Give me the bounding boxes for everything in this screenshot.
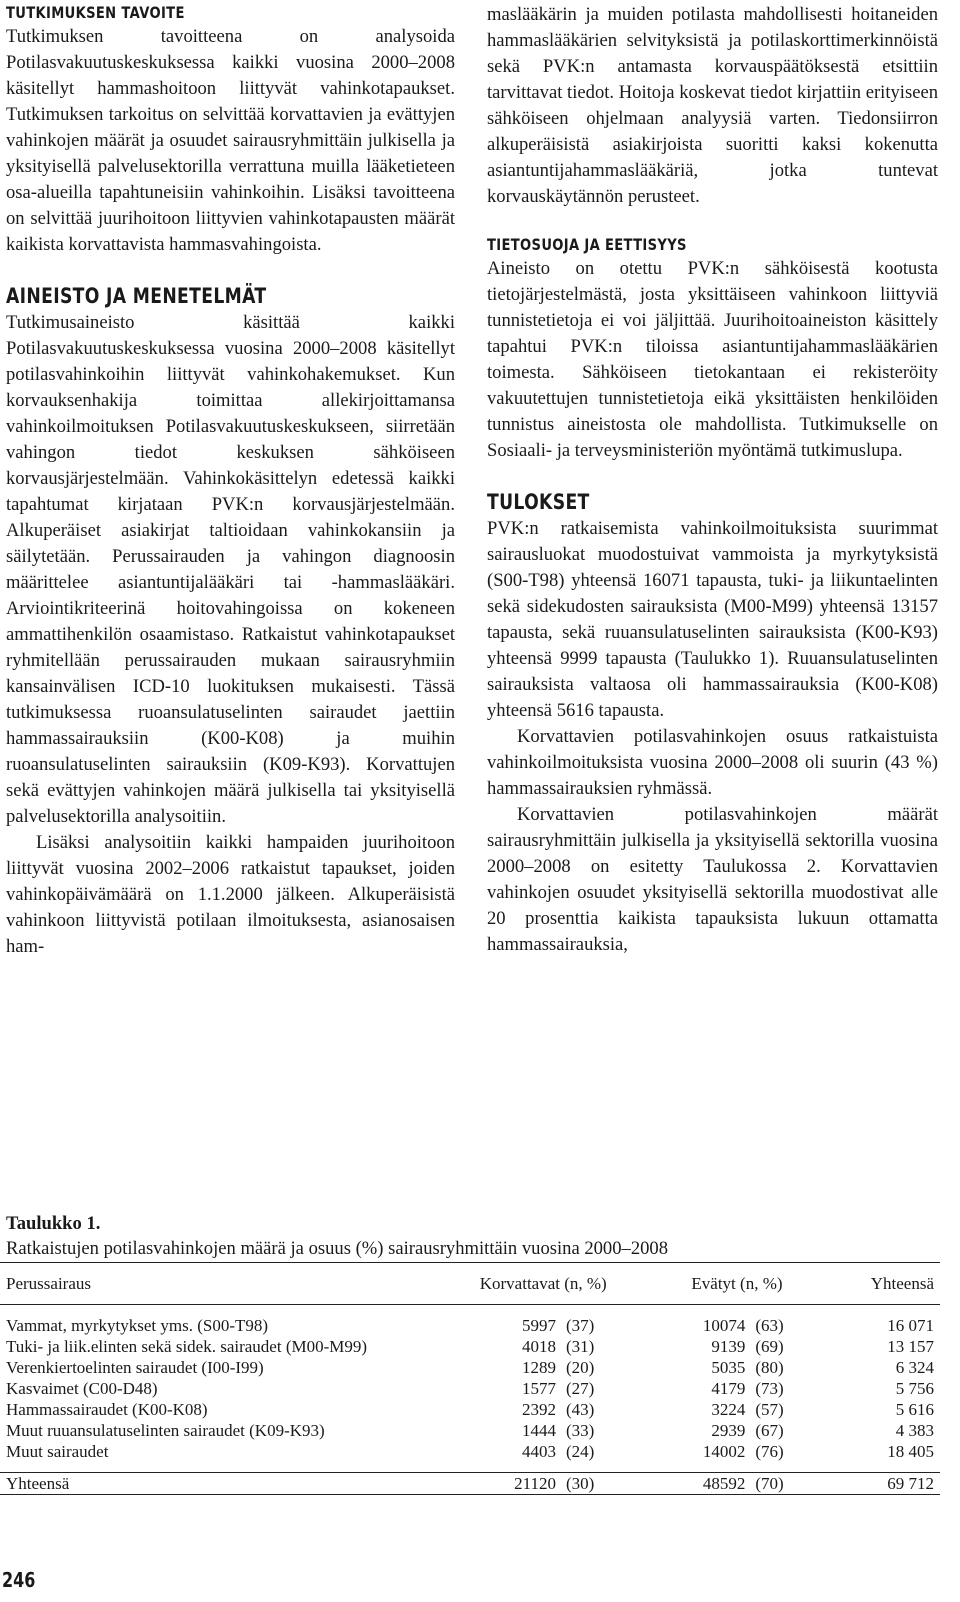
row-name: Muut ruuansulatuselinten sairaudet (K09-K93) [6, 1421, 325, 1440]
korvattavat-n: 1444 [521, 1421, 556, 1440]
evatyt-n: 2939 [711, 1421, 746, 1440]
table-row [0, 1399, 940, 1420]
table-section [0, 1212, 940, 1495]
total-korvattavat-n: 21120 [432, 1473, 562, 1495]
total-evatyt-pct: (70) [751, 1473, 819, 1495]
row-total: 4 383 [895, 1421, 934, 1440]
korvattavat-n: 2392 [521, 1400, 556, 1419]
row-total: 5 756 [895, 1379, 934, 1398]
paragraph-continuation: maslääkärin ja muiden potilasta mahdollisesti hoitaneiden hammaslääkärien selvityksistä ja potilaskorttimerkinnöistä sekä PVK:n antamasta korvauspäätöksestä etsittiin tarvittavat tiedot. Hoitoja koskevat tiedot kirjattiin erityiseen sähköiseen ohjelmaan analyysiä varten. Tiedonsiirron alkuperäisistä asiakirjoista suoritti kaksi kokenutta asiantuntijahammaslääkäriä, jotka tuntevat korvauskäytännön perusteet. [487, 4, 938, 207]
korvattavat-pct: (33) [565, 1421, 595, 1440]
row-total: 16 071 [887, 1316, 934, 1335]
paragraph-tulokset-3: Korvattavien potilasvahinkojen määrät sairausryhmittäin julkisella ja yksityisellä sektorilla vuosina 2000–2008 on esitetty Taulukossa 2. Korvattavien vahinkojen osuudet yksityisellä sektorilla muodostivat alle 20 prosenttia kaikista tapauksista lukuun ottamatta hammassairauksia, [487, 804, 938, 955]
paragraph-tavoite: Tutkimuksen tavoitteena on analysoida Potilasvakuutuskeskuksessa kaikki vuosina 2000–2008 käsitellyt hammashoitoon liittyvät vahinkotapaukset. Tutkimuksen tarkoitus on selvittää korvattavien ja evättyjen vahinkojen määrät ja osuudet sairausryhmittäin julkisella ja yksityisellä palvelusektorilla verrattuna muilla lääketieteen osa-alueilla tapahtuneisiin vahinkoihin. Lisäksi tavoitteena on selvittää juurihoitoon liittyvien vahinkotapausten määrät kaikista korvattavista hammasvahingoista. [6, 26, 455, 255]
korvattavat-pct: (37) [565, 1316, 595, 1335]
evatyt-pct: (80) [755, 1358, 784, 1377]
table-total-row [0, 1473, 940, 1495]
evatyt-pct: (57) [755, 1400, 784, 1419]
korvattavat-n: 4403 [521, 1442, 556, 1461]
table-body [0, 1305, 940, 1473]
korvattavat-n: 5997 [521, 1316, 556, 1335]
header-korvattavat: Korvattavat (n, %) [432, 1263, 654, 1305]
row-name: Verenkiertoelinten sairaudet (I00-I99) [6, 1358, 264, 1377]
right-column [487, 2, 938, 958]
row-name: Kasvaimet (C00-D48) [6, 1379, 158, 1398]
page-number: 246 [2, 1568, 36, 1592]
row-name: Tuki- ja liik.elinten sekä sidek. sairaudet (M00-M99) [6, 1337, 368, 1356]
total-korvattavat-pct: (30) [562, 1473, 654, 1495]
table-row [0, 1378, 940, 1399]
row-total: 18 405 [887, 1442, 934, 1461]
row-name: Vammat, myrkytykset yms. (S00-T98) [6, 1316, 269, 1335]
evatyt-pct: (69) [755, 1337, 784, 1356]
paragraph-tietosuoja: Aineisto on otettu PVK:n sähköisestä kootusta tietojärjestelmästä, josta yksittäiseen vahinkoon liittyviä tunnistetietoja ei voi jäljittää. Juurihoitoaineiston käsittely tapahtui PVK:n tiloissa asiantuntijahammaslääkärien toimesta. Sähköiseen tietokantaan ei rekisteröity vakuutettujen tunnistetietoja eikä yksittäisten henkilöiden tunnistus aineistosta ole mahdollista. Tutkimukselle on Sosiaali- ja terveysministeriön myöntämä tutkimuslupa. [487, 258, 938, 461]
heading-tulokset: TULOKSET [487, 490, 590, 514]
row-total: 6 324 [895, 1358, 934, 1377]
table-row [0, 1336, 940, 1357]
table-row [0, 1420, 940, 1441]
table-row [0, 1441, 940, 1473]
header-evatyt: Evätyt (n, %) [654, 1263, 819, 1305]
table-header-row [0, 1263, 940, 1305]
row-name: Muut sairaudet [6, 1442, 109, 1461]
evatyt-n: 14002 [702, 1442, 746, 1461]
data-table [0, 1262, 940, 1495]
total-evatyt-n: 48592 [654, 1473, 751, 1495]
evatyt-pct: (63) [755, 1316, 784, 1335]
left-column [6, 2, 455, 960]
header-yhteensa: Yhteensä [819, 1263, 940, 1305]
row-name: Hammassairaudet (K00-K08) [6, 1400, 208, 1419]
paragraph-tulokset-2: Korvattavien potilasvahinkojen osuus ratkaistuista vahinkoilmoituksista vuosina 2000–2008 oli suurin (43 %) hammassairauksien ryhmässä. [487, 726, 938, 799]
evatyt-n: 5035 [711, 1358, 746, 1377]
heading-aineisto-ja-menetelmat: AINEISTO JA MENETELMÄT [6, 284, 267, 308]
korvattavat-pct: (20) [565, 1358, 595, 1377]
korvattavat-n: 1577 [521, 1379, 556, 1398]
heading-tutkimuksen-tavoite: TUTKIMUKSEN TAVOITE [6, 3, 185, 22]
korvattavat-n: 4018 [521, 1337, 556, 1356]
table-row [0, 1357, 940, 1378]
evatyt-pct: (67) [755, 1421, 784, 1440]
header-perussairaus: Perussairaus [0, 1263, 432, 1305]
table-label: Taulukko 1. [6, 1213, 101, 1234]
korvattavat-pct: (31) [565, 1337, 595, 1356]
korvattavat-pct: (24) [565, 1442, 595, 1461]
total-row-name: Yhteensä [0, 1473, 432, 1495]
evatyt-pct: (76) [755, 1442, 784, 1461]
row-total: 13 157 [887, 1337, 934, 1356]
evatyt-n: 3224 [711, 1400, 746, 1419]
row-total: 5 616 [895, 1400, 934, 1419]
evatyt-n: 9139 [711, 1337, 746, 1356]
evatyt-n: 10074 [702, 1316, 746, 1335]
korvattavat-pct: (43) [565, 1400, 595, 1419]
paragraph-tulokset-1: PVK:n ratkaisemista vahinkoilmoituksista suurimmat sairausluokat muodostuivat vammoista ja myrkytyksistä (S00-T98) yhteensä 16071 tapausta, tuki- ja liikuntaelinten sekä sidekudosten sairauksista (M00-M99) yhteensä 13157 tapausta, sekä ruuansulatuselinten sairauksista (K00-K93) yhteensä 9999 tapausta (Taulukko 1). Ruuansulatuselinten sairauksista valtaosa oli hammassairauksia (K00-K08) yhteensä 5616 tapausta. [487, 518, 938, 721]
korvattavat-pct: (27) [565, 1379, 595, 1398]
korvattavat-n: 1289 [521, 1358, 556, 1377]
table-caption: Ratkaistujen potilasvahinkojen määrä ja osuus (%) sairausryhmittäin vuosina 2000–2008 [6, 1238, 669, 1259]
heading-tietosuoja-ja-eettisyys: TIETOSUOJA JA EETTISYYS [487, 235, 687, 254]
paragraph-lisaksi: Lisäksi analysoitiin kaikki hampaiden juurihoitoon liittyvät vuosina 2002–2006 ratkaistut tapaukset, joiden vahinkopäivämäärä on 1.1.2000 jälkeen. Alkuperäisistä vahinkoon liittyvistä potilaan ilmoituksesta, asianosaisen ham- [6, 832, 455, 957]
paragraph-aineisto: Tutkimusaineisto käsittää kaikki Potilasvakuutuskeskuksessa vuosina 2000–2008 käsitellyt potilasvahinkoihin liittyvät vahinkohakemukset. Kun korvauksenhakija toimittaa allekirjoittamansa vahinkoilmoituksen Potilasvakuutuskeskukseen, siirretään vahingon tiedot keskuksen sähköiseen korvausjärjestelmään. Vahinkokäsittelyn edetessä kaikki tapahtumat kirjataan PVK:n korvausjärjestelmään. Alkuperäiset asiakirjat taltioidaan vahinkokansiin ja säilytetään. Perussairauden ja vahingon diagnoosin määrittelee asiantuntijalääkäri tai -hammaslääkäri. Arviointikriteerinä hoitovahingoissa on kokeneen ammattihenkilön osaamistaso. Ratkaistut vahinkotapaukset ryhmitellään perussairauden mukaan sairausryhmiin kansainvälisen ICD-10 luokituksen mukaisesti. Tässä tutkimuksessa ruoansulatuselinten sairaudet jaettiin hammassairauksiin (K00-K08) ja muihin ruoansulatuselinten sairauksiin (K09-K93). Korvattujen sekä evättyjen vahinkojen määrä julkisella tai yksityisellä palvelusektorilla analysoitiin. [6, 312, 455, 827]
evatyt-n: 4179 [711, 1379, 746, 1398]
grand-total: 69 712 [819, 1473, 940, 1495]
evatyt-pct: (73) [755, 1379, 784, 1398]
table-row [0, 1305, 940, 1337]
